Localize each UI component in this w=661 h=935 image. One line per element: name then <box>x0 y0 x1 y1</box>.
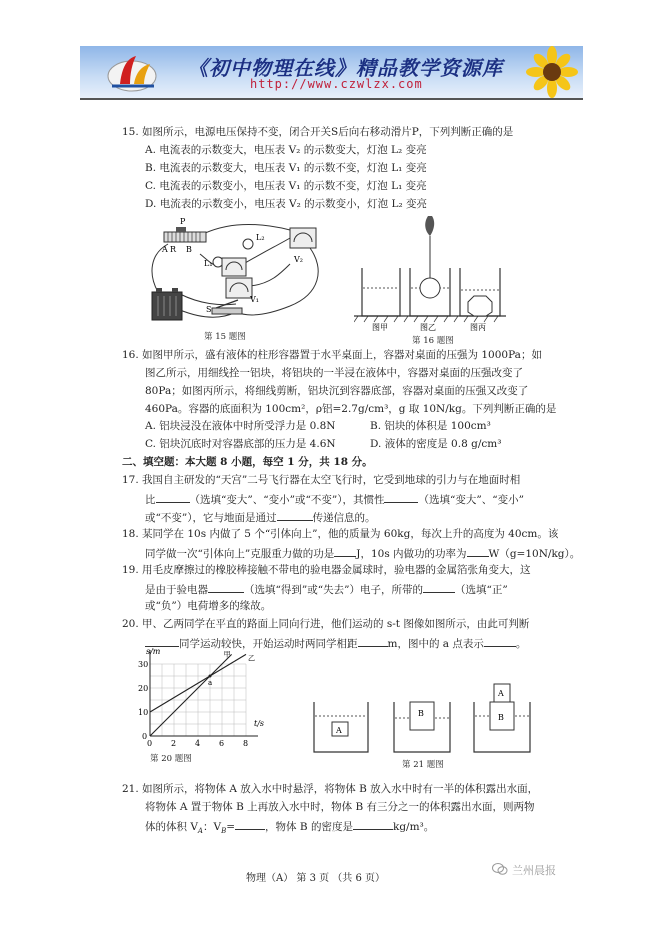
label-a: A <box>162 245 168 254</box>
origin-label: 0 <box>142 732 148 741</box>
q21-text-a: 体的体积 V <box>145 821 198 833</box>
q21-line3 <box>145 818 434 838</box>
chart-annotations <box>208 675 212 688</box>
block-b-2: B <box>498 713 504 722</box>
banner-url: http://www.czwlzx.com <box>250 77 423 91</box>
label-l1: L₁ <box>204 259 213 268</box>
q18-line1: 18. 某同学在 10s 内做了 5 个“引体向上”，他的质量为 60kg，每次上升的高度为 40cm。该 <box>122 528 559 540</box>
logo-icon <box>106 50 162 94</box>
q20-text-c: 。 <box>515 638 527 650</box>
x-tick-label: 8 <box>243 739 249 748</box>
y-tick-label: 10 <box>138 708 149 717</box>
q18-text-b: J，10s 内做功的功率为 <box>356 548 467 560</box>
q20-text-a: 同学运动较快，开始运动时两同学相距 <box>179 638 358 650</box>
block-a-2: A <box>498 689 504 698</box>
sunflower-icon <box>520 46 583 98</box>
q16-option-c: C. 铝块沉底时对容器底部的压力是 4.6N <box>145 438 336 450</box>
label-r: R <box>170 245 177 254</box>
q15-option-a: A. 电流表的示数变大，电压表 V₂ 的示数变大，灯泡 L₂ 变亮 <box>145 144 427 156</box>
series-label-1: 甲 <box>223 650 231 659</box>
q17-text-a: 比 <box>145 494 156 506</box>
chart-series <box>150 650 255 736</box>
q21-line1: 21. 如图所示，将物体 A 放入水中时悬浮，将物体 B 放入水中时有一半的体积露出水面， <box>122 783 539 795</box>
q21-sub-b: B <box>221 827 227 836</box>
q19-text-b: （选填“得到”或“失去”）电子，所带的 <box>244 584 423 596</box>
q17-blank-2[interactable] <box>384 491 418 503</box>
q16-option-d: D. 液体的密度是 0.8 g/cm³ <box>370 438 502 450</box>
annotation-point <box>209 675 212 678</box>
y-tick-label: 20 <box>138 684 149 693</box>
chart-ticks <box>138 660 248 748</box>
chart-y-axis-label: s/m <box>146 647 161 656</box>
label-b: B <box>186 245 192 254</box>
watermark-text: 兰州晨报 <box>512 864 556 877</box>
q17-line2 <box>145 491 524 507</box>
x-tick-label: 2 <box>171 739 177 748</box>
q20-text-b: m，图中的 a 点表示 <box>387 638 484 650</box>
label-fig-bing: 图丙 <box>470 323 486 332</box>
q17-text-d: 或“不变”），它与地面是通过 <box>145 512 277 524</box>
label-v2: V₂ <box>294 255 303 264</box>
q20-st-chart <box>128 646 268 750</box>
q21-blank-1[interactable] <box>235 818 265 830</box>
q17-line1: 17. 我国自主研发的“天宫”二号飞行器在太空飞行时，它受到地球的引力与在地面时相 <box>122 474 521 486</box>
q17-line3 <box>145 509 376 525</box>
q17-blank-3[interactable] <box>277 509 313 521</box>
q16-option-b: B. 铝块的体积是 100cm³ <box>370 420 491 432</box>
q16-line1: 16. 如图甲所示，盛有液体的柱形容器置于水平桌面上，容器对桌面的压强为 1000Pa；如 <box>122 349 542 361</box>
q19-text-c: （选填“正” <box>454 584 508 596</box>
q20-blank-3[interactable] <box>484 635 516 647</box>
q15-stem: 15. 如图所示，电源电压保持不变，闭合开关S后向右移动滑片P，下列判断正确的是 <box>122 126 514 138</box>
q19-text-a: 是由于验电器 <box>145 584 208 596</box>
q20-blank-2[interactable] <box>358 635 388 647</box>
q21-caption: 第 21 题图 <box>402 760 444 770</box>
label-p: P <box>180 217 186 226</box>
q18-blank-1[interactable] <box>334 545 356 557</box>
q16-line3: 80Pa；如图丙所示，将细线剪断，铝块沉到容器底部，容器对桌面的压强又改变了 <box>145 385 529 397</box>
q19-blank-1[interactable] <box>208 581 244 593</box>
label-fig-yi: 图乙 <box>420 323 436 332</box>
q17-text-c: （选填“变大”、“变小” <box>418 494 524 506</box>
x-tick-label: 6 <box>219 739 225 748</box>
q21-text-c: = <box>226 821 236 833</box>
y-tick-label: 30 <box>138 660 149 669</box>
q19-line1: 19. 用毛皮摩擦过的橡胶棒接触不带电的验电器金属球时，验电器的金属箔张角变大，这 <box>122 564 531 576</box>
page-footer: 物理（A） 第 3 页 （共 6 页） <box>246 873 386 884</box>
label-v1: V₁ <box>250 295 259 304</box>
q16-option-a: A. 铝块浸没在液体中时所受浮力是 0.8N <box>145 420 336 432</box>
block-b-1: B <box>418 709 424 718</box>
q16-caption: 第 16 题图 <box>412 336 454 346</box>
q17-text-e: 传递信息的。 <box>312 512 376 524</box>
q16-line2: 图乙所示，用细线拴一铝块，将铝块的一半浸在液体中，容器对桌面的压强改变了 <box>145 367 523 379</box>
q18-text-a: 同学做一次“引体向上”克服重力做的功是 <box>145 548 335 560</box>
q21-sub-a: A <box>197 827 203 836</box>
q15-option-d: D. 电流表的示数变小，电压表 V₂ 的示数变小，灯泡 L₂ 变亮 <box>145 198 428 210</box>
q15-circuit-figure <box>140 214 338 330</box>
q19-line3: 或“负”）电荷增多的缘故。 <box>145 600 272 612</box>
q18-line2 <box>145 545 580 561</box>
chart-axes <box>150 650 258 736</box>
q15-option-b: B. 电流表的示数变大，电压表 V₁ 的示数不变，灯泡 L₁ 变亮 <box>145 162 427 174</box>
q21-line2: 将物体 A 置于物体 B 上再放入水中时，物体 B 有三分之一的体积露出水面，则两物 <box>145 801 535 813</box>
section-2-heading: 二、填空题：本大题 8 小题，每空 1 分，共 18 分。 <box>122 456 373 468</box>
q17-text-b: （选填“变大”、“变小”或“不变”），其惯性 <box>189 494 385 506</box>
q18-blank-2[interactable] <box>467 545 489 557</box>
q18-text-c: W（g=10N/kg）。 <box>488 548 581 560</box>
x-tick-label: 0 <box>147 739 153 748</box>
q15-option-c: C. 电流表的示数变小，电压表 V₁ 的示数不变，灯泡 L₁ 变亮 <box>145 180 427 192</box>
q15-caption: 第 15 题图 <box>204 332 246 342</box>
header-banner <box>80 46 583 100</box>
q19-blank-2[interactable] <box>423 581 455 593</box>
banner-title: 《初中物理在线》精品教学资源库 <box>188 56 503 80</box>
series-label-2: 乙 <box>248 654 255 663</box>
q21-blank-2[interactable] <box>353 818 393 830</box>
chart-x-axis-label: t/s <box>254 719 265 728</box>
wechat-icon <box>492 862 508 876</box>
block-a-1: A <box>336 726 342 735</box>
q21-text-d: ，物体 B 的密度是 <box>265 821 353 833</box>
q19-line2 <box>145 581 508 597</box>
x-tick-label: 4 <box>195 739 201 748</box>
annotation-label: a <box>208 679 213 687</box>
q16-line4: 460Pa。容器的底面积为 100cm²，ρ铝=2.7g/cm³，g 取 10N/kg。下列判断正确的是 <box>145 403 557 415</box>
q17-blank-1[interactable] <box>156 491 190 503</box>
q21-text-e: kg/m³。 <box>392 821 435 833</box>
q16-containers-figure <box>354 212 514 334</box>
label-fig-jia: 图甲 <box>372 323 388 332</box>
label-l2: L₂ <box>256 233 265 242</box>
chart-grid <box>150 664 246 736</box>
q20-line1: 20. 甲、乙两同学在平直的路面上同向行进，他们运动的 s-t 图像如图所示，由此可判断 <box>122 618 530 630</box>
q21-text-b: ：V <box>202 821 222 833</box>
label-s: S <box>206 305 212 314</box>
q20-caption: 第 20 题图 <box>150 754 192 764</box>
q21-containers-figure <box>312 676 532 756</box>
